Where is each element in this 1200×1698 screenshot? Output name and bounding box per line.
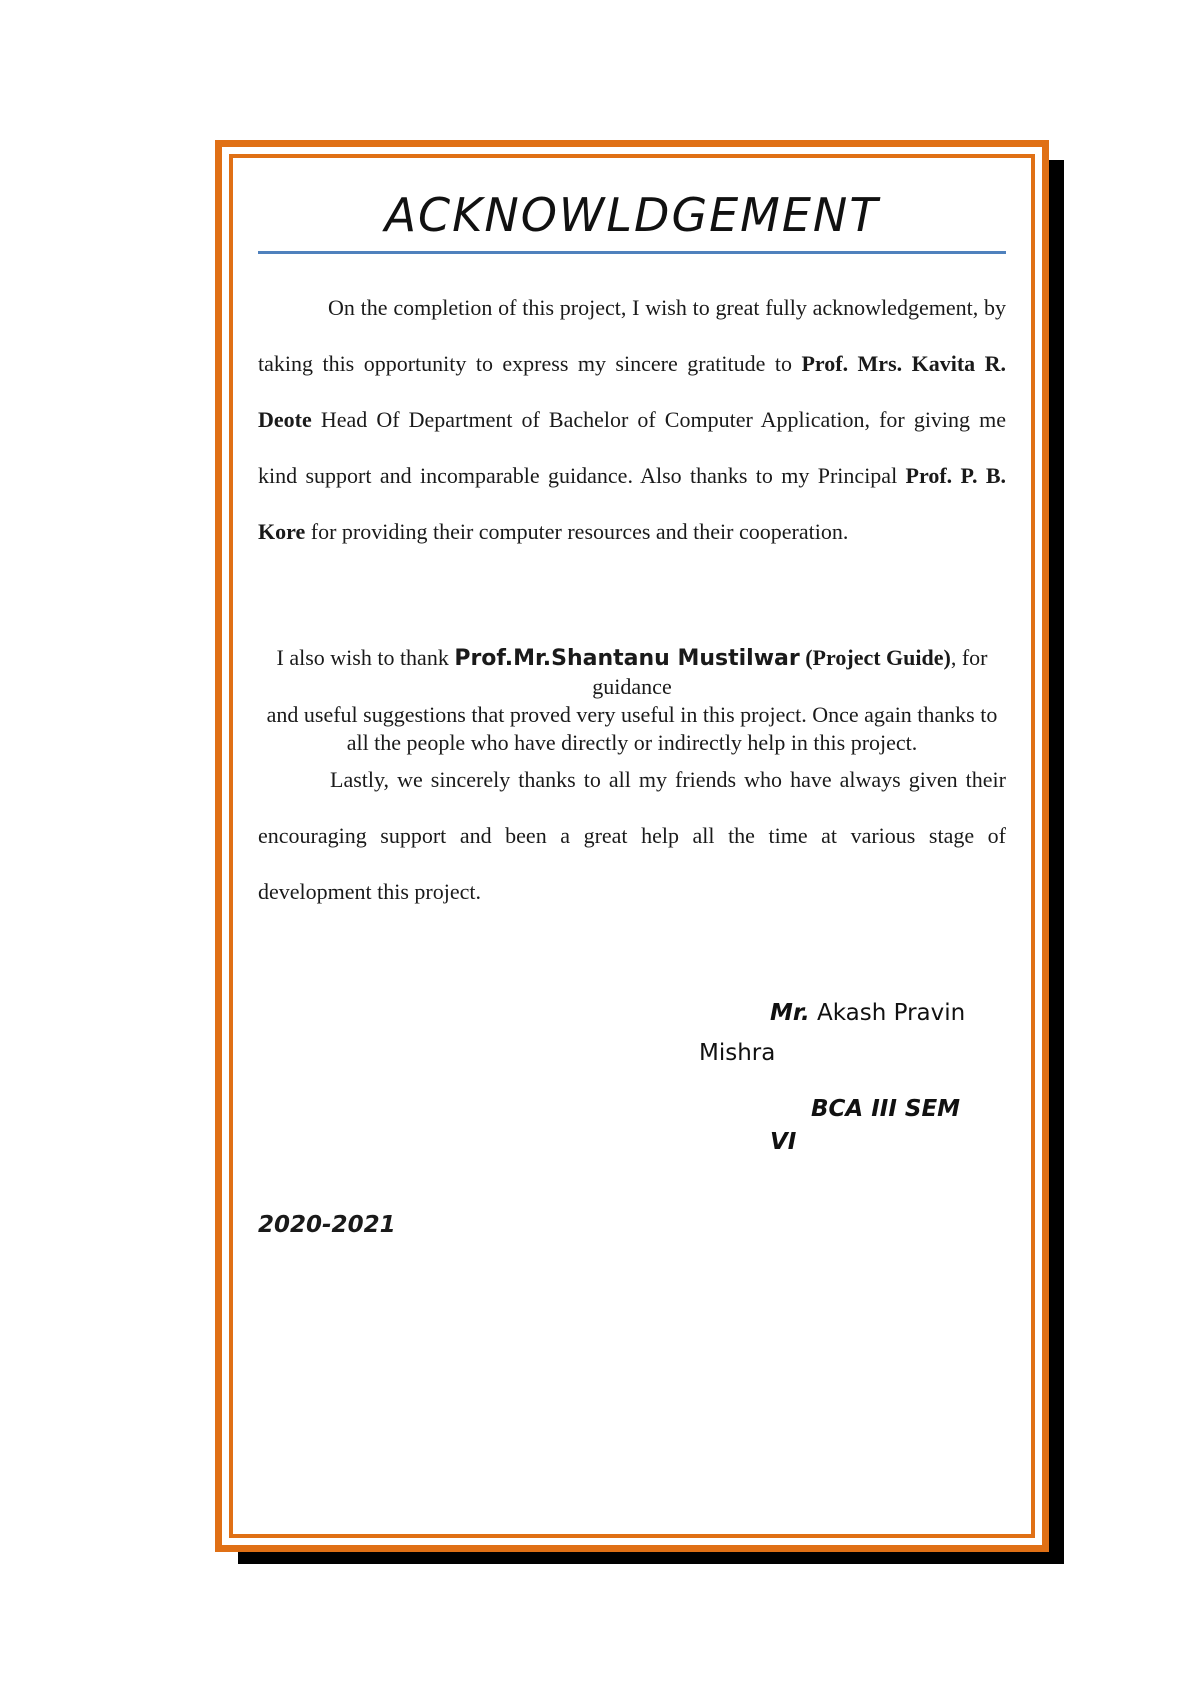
acknowledgement-paragraph-1 <box>258 280 1006 560</box>
para2-text-2: , for guidance <box>592 645 988 699</box>
title-underline <box>258 251 1006 254</box>
hod-name: Prof. Mrs. Kavita R. Deote <box>258 351 1006 432</box>
para1-text-3: for providing their computer resources and their cooperation. <box>305 519 849 544</box>
para1-text-2: Head Of Department of Bachelor of Computer Application, for giving me kind support and incomparable guidance. Also thanks to my Principal <box>258 407 1006 488</box>
page-title: ACKNOWLDGEMENT <box>384 188 880 242</box>
signature-name-line-1 <box>770 1000 965 1026</box>
guide-role: (Project Guide) <box>799 645 951 670</box>
acknowledgement-paragraph-3 <box>258 752 1006 920</box>
guide-name: Prof.Mr.Shantanu Mustilwar <box>454 646 800 671</box>
para3-text-1: Lastly, we sincerely thanks to all my friends who have always given their encouraging support and been a great help all the time at various stage of development this project. <box>258 767 1006 904</box>
acknowledgement-paragraph-2 <box>258 644 1006 757</box>
academic-year: 2020-2021 <box>258 1212 396 1238</box>
signature-class-line-1: BCA III SEM <box>811 1096 961 1122</box>
signature-class-line-2: VI <box>770 1129 797 1155</box>
para2-text-3: and useful suggestions that proved very useful in this project. Once again thanks to all the people who have directly or indirectly help in this project. <box>266 702 998 755</box>
principal-name: Prof. P. B. Kore <box>258 463 1006 544</box>
para2-text-1: I also wish to thank <box>276 645 455 670</box>
signature-name-first: Akash Pravin <box>809 1000 966 1026</box>
signature-prefix: Mr. <box>770 1000 810 1026</box>
signature-name-line-2: Mishra <box>699 1040 776 1066</box>
para1-text-1: On the completion of this project, I wish to great fully acknowledgement, by taking this opportunity to express my sincere gratitude to <box>258 295 1006 376</box>
